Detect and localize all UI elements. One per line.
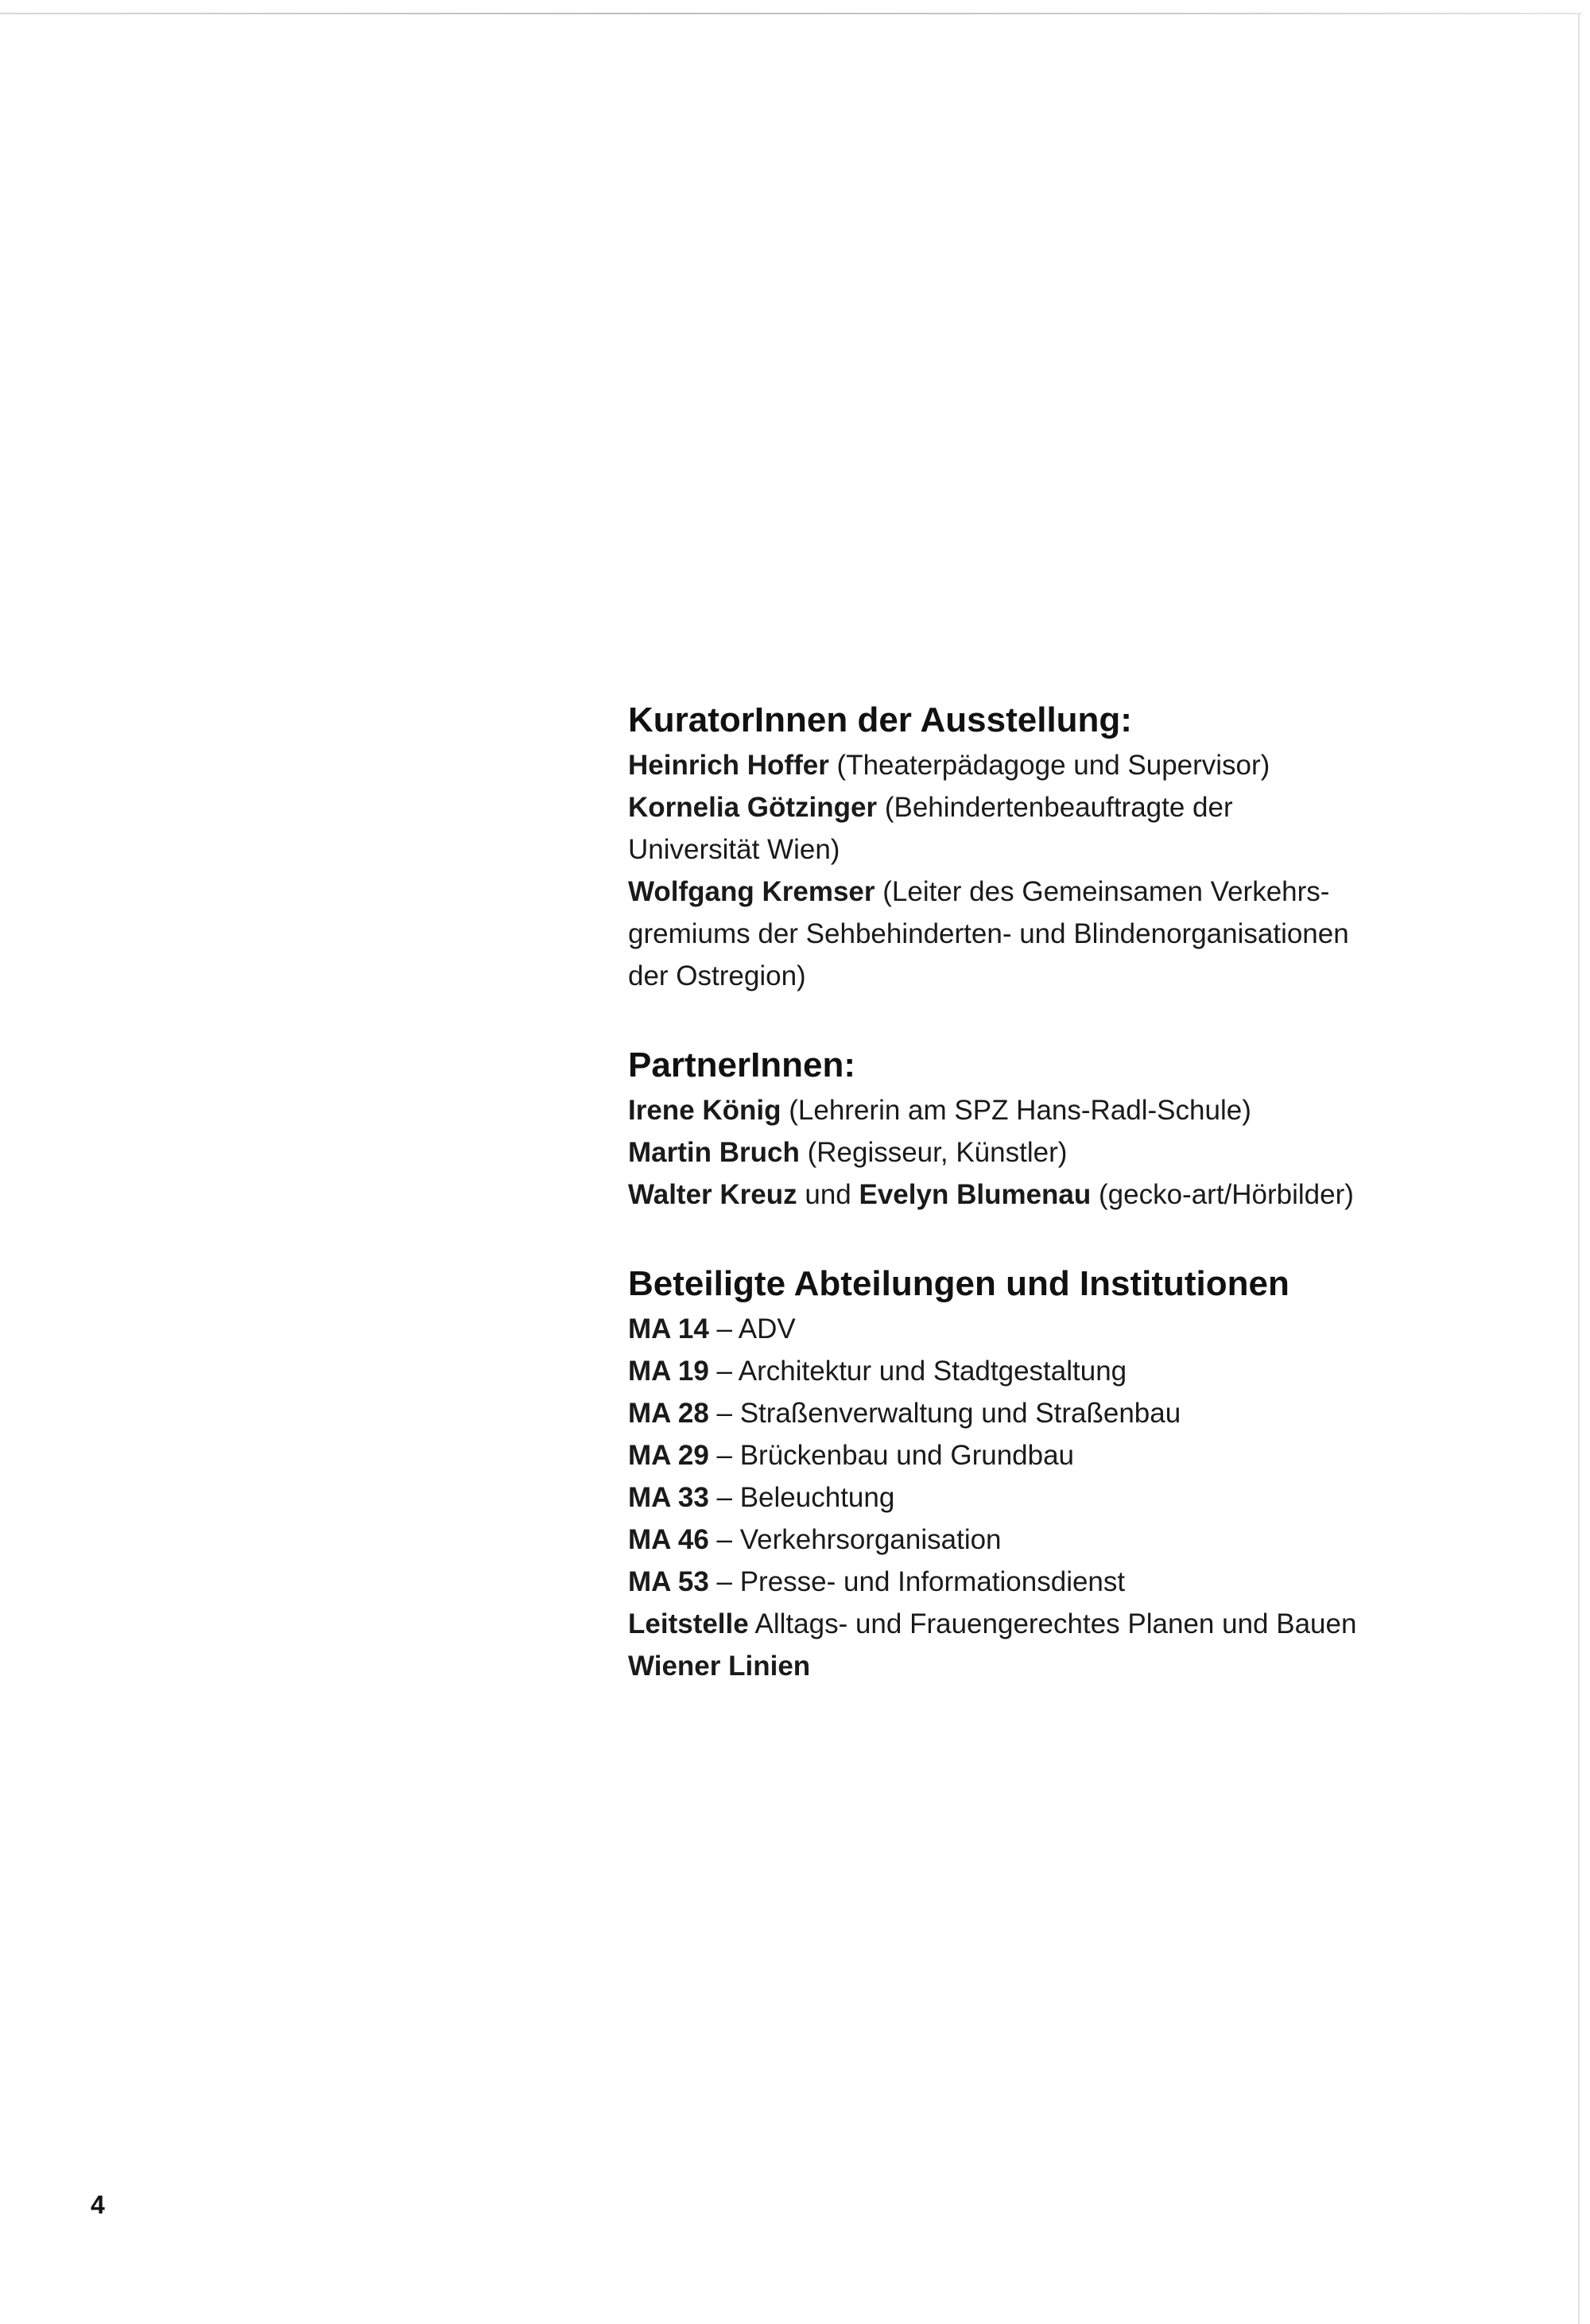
department-text: – Verkehrsorganisation — [708, 1524, 1002, 1555]
curator-name: Kornelia Götzinger — [628, 792, 878, 823]
curator-line-continued: Universität Wien) — [628, 834, 840, 865]
department-code: Leitstelle — [628, 1608, 749, 1639]
department-code: MA 19 — [628, 1356, 709, 1387]
department-text: – Beleuchtung — [708, 1482, 895, 1513]
department-code: MA 28 — [628, 1398, 709, 1429]
departments-section — [628, 1260, 1423, 1687]
department-line — [628, 1350, 1423, 1392]
partner-line — [628, 1131, 1423, 1174]
curator-name: Wolfgang Kremser — [628, 876, 875, 907]
curator-line — [628, 871, 1423, 913]
partner-line — [628, 1174, 1423, 1216]
partner-conjunction: und — [797, 1179, 859, 1210]
partner-name: Martin Bruch — [628, 1137, 800, 1168]
department-line — [628, 1603, 1423, 1645]
partner-line — [628, 1089, 1423, 1131]
curators-heading: KuratorInnen der Ausstellung: — [628, 700, 1132, 739]
curator-line-continued: gremiums der Sehbehinderten- und Blindenorganisationen — [628, 918, 1349, 949]
department-line — [628, 1392, 1423, 1434]
partner-role: (Lehrerin am SPZ Hans-Radl-Schule) — [781, 1095, 1251, 1126]
curator-line — [628, 786, 1423, 828]
department-line — [628, 1476, 1423, 1519]
departments-heading: Beteiligte Abteilungen und Institutionen — [628, 1264, 1289, 1303]
department-line — [628, 1561, 1423, 1603]
credits-block — [628, 696, 1423, 1732]
department-code: Wiener Linien — [628, 1651, 811, 1682]
department-line — [628, 1308, 1423, 1350]
curator-line — [628, 744, 1423, 786]
department-line — [628, 1434, 1423, 1476]
department-text: – ADV — [708, 1313, 796, 1344]
partner-role: (gecko-art/Hörbilder) — [1091, 1179, 1354, 1210]
partner-name: Walter Kreuz — [628, 1179, 797, 1210]
partner-name: Irene König — [628, 1095, 781, 1126]
department-text: – Brückenbau und Grundbau — [708, 1440, 1075, 1471]
department-line — [628, 1519, 1423, 1561]
curator-role: (Theaterpädagoge und Supervisor) — [828, 750, 1270, 781]
department-line — [628, 1645, 1423, 1687]
partners-section — [628, 1042, 1423, 1216]
right-page-edge — [1578, 13, 1580, 2324]
department-text: Alltags- und Frauengerechtes Planen und Bauen — [748, 1608, 1357, 1639]
curator-role: (Leiter des Gemeinsamen Verkehrs- — [874, 876, 1330, 907]
curators-section — [628, 696, 1423, 997]
department-code: MA 29 — [628, 1440, 709, 1471]
curator-name: Heinrich Hoffer — [628, 750, 829, 781]
department-text: – Presse- und Informationsdienst — [708, 1566, 1126, 1597]
top-scan-rule — [0, 13, 1582, 14]
page-number: 4 — [91, 2190, 105, 2219]
curator-role: (Behindertenbeauftragte der — [877, 792, 1233, 823]
partner-role: (Regisseur, Künstler) — [799, 1137, 1068, 1168]
department-text: – Architektur und Stadtgestaltung — [708, 1356, 1127, 1387]
department-code: MA 14 — [628, 1313, 709, 1344]
department-text: – Straßenverwaltung und Straßenbau — [708, 1398, 1181, 1429]
department-code: MA 46 — [628, 1524, 709, 1555]
partners-heading: PartnerInnen: — [628, 1046, 856, 1084]
curator-line-continued: der Ostregion) — [628, 960, 806, 991]
department-code: MA 53 — [628, 1566, 709, 1597]
department-code: MA 33 — [628, 1482, 709, 1513]
partner-name: Evelyn Blumenau — [859, 1179, 1092, 1210]
